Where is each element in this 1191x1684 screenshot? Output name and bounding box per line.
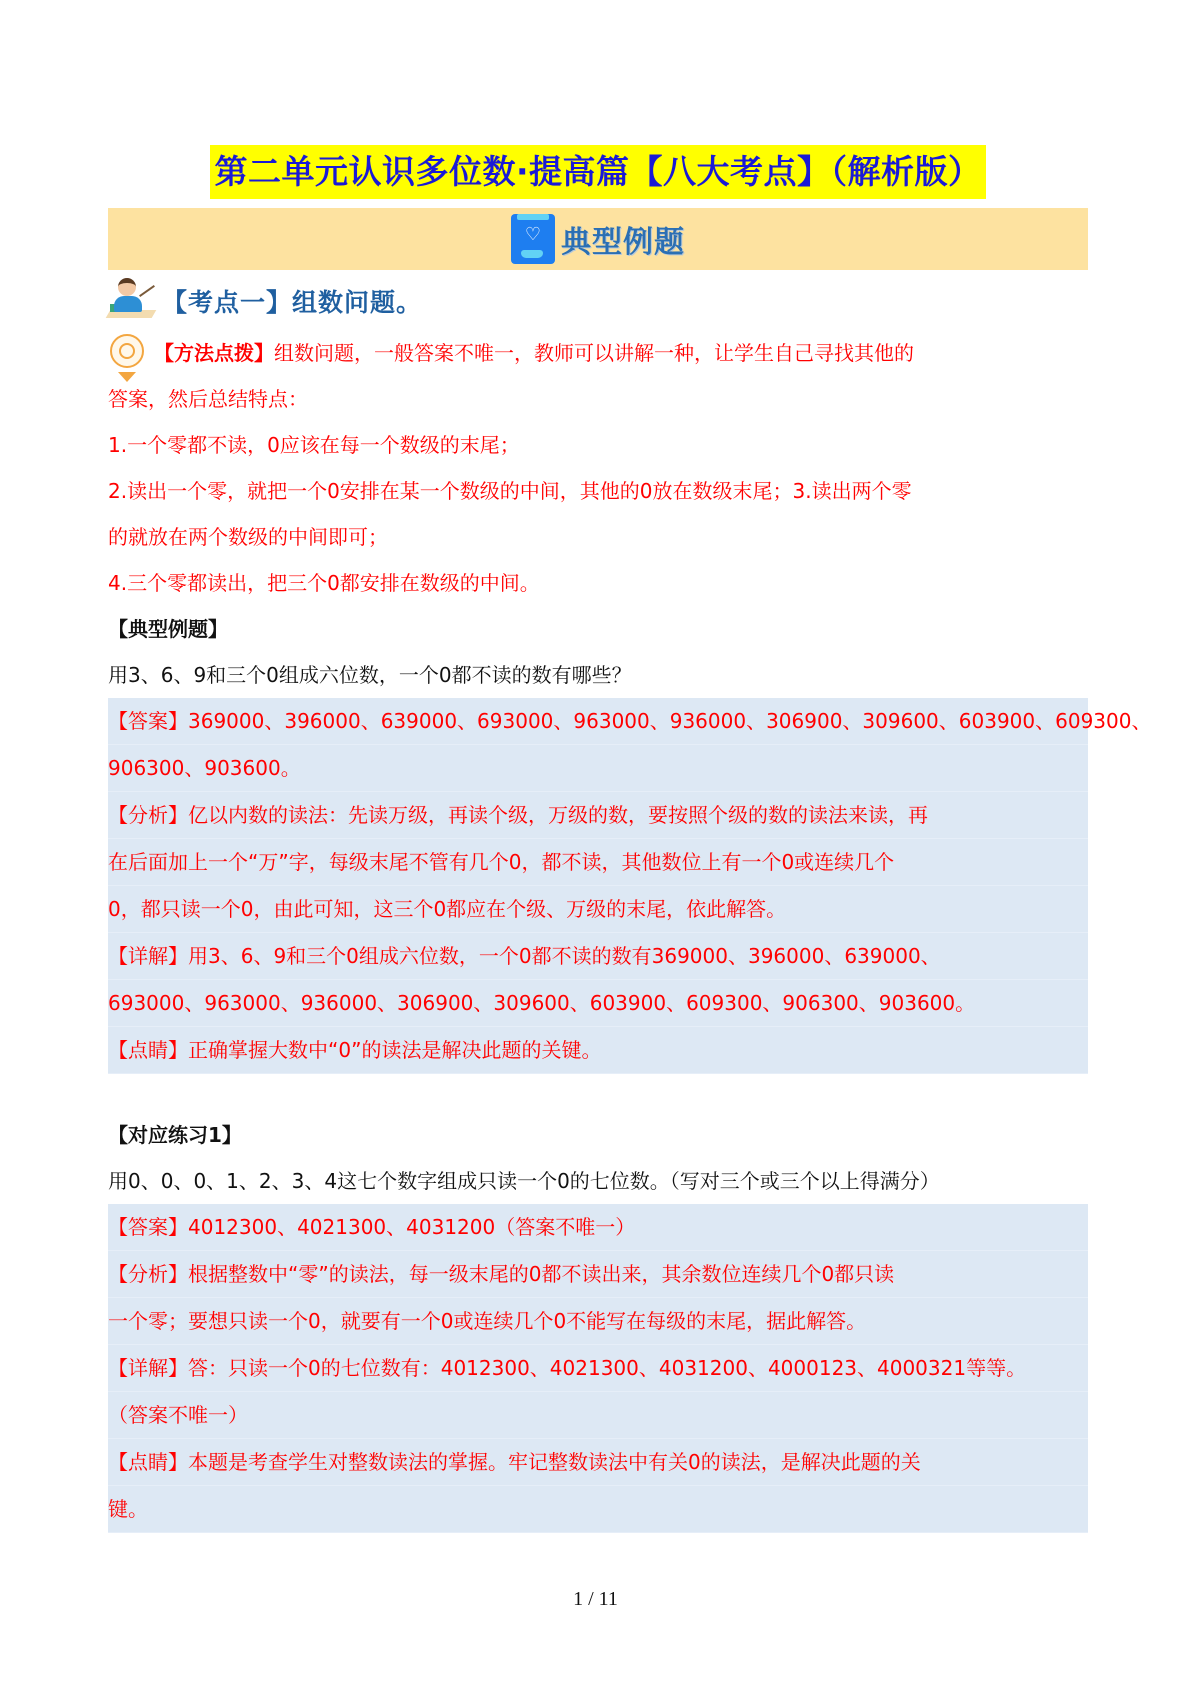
- solution-line: 【答案】4012300、4021300、4031200（答案不唯一）: [108, 1204, 1088, 1251]
- practice-question: 用0、0、0、1、2、3、4这七个数字组成只读一个0的七位数。（写对三个或三个以上得满分）: [108, 1169, 940, 1193]
- method-line: 4.三个零都读出，把三个0都安排在数级的中间。: [108, 571, 540, 595]
- solution-line: 在后面加上一个“万”字，每级末尾不管有几个0，都不读，其他数位上有一个0或连续几个: [108, 839, 1088, 886]
- practice-heading: 【对应练习1】: [108, 1123, 242, 1147]
- section-banner: [108, 208, 1088, 270]
- solution-line: 【点睛】本题是考查学生对整数读法的掌握。牢记整数读法中有关0的读法，是解决此题的关: [108, 1439, 1088, 1486]
- solution-line: 【点睛】正确掌握大数中“0”的读法是解决此题的关键。: [108, 1027, 1088, 1074]
- example-section: [108, 606, 1152, 1074]
- method-line: 答案，然后总结特点：: [108, 387, 308, 411]
- example-heading: 【典型例题】: [108, 617, 228, 641]
- example-solution-box: [108, 698, 1152, 1074]
- method-line: 2.读出一个零，就把一个0安排在某一个数级的中间，其他的0放在数级末尾；3.读出两个零: [108, 479, 912, 503]
- solution-line: 键。: [108, 1486, 1088, 1533]
- title-container: [108, 145, 1088, 199]
- solution-line: 【分析】亿以内数的读法：先读万级，再读个级，万级的数，要按照个级的数的读法来读，再: [108, 792, 1088, 839]
- solution-line: 【答案】369000、396000、639000、693000、963000、936000、306900、309600、603900、609300、: [108, 698, 1088, 745]
- page-indicator: 1 / 11: [573, 1588, 618, 1610]
- example-question: 用3、6、9和三个0组成六位数，一个0都不读的数有哪些？: [108, 663, 632, 687]
- solution-line: （答案不唯一）: [108, 1392, 1088, 1439]
- document-title: 第二单元认识多位数·提高篇【八大考点】（解析版）: [210, 145, 985, 199]
- heart-hand-clipboard-icon: ♡: [511, 214, 555, 264]
- solution-line: 0，都只读一个0，由此可知，这三个0都应在个级、万级的末尾，依此解答。: [108, 886, 1088, 933]
- method-tips: [108, 330, 1088, 606]
- solution-line: 【分析】根据整数中“零”的读法，每一级末尾的0都不读出来，其余数位连续几个0都只读: [108, 1251, 1088, 1298]
- method-line: 1.一个零都不读，0应该在每一个数级的末尾；: [108, 433, 520, 457]
- topic-heading: [108, 276, 422, 326]
- method-line: 的就放在两个数级的中间即可；: [108, 525, 388, 549]
- lightbulb-icon: [108, 334, 146, 388]
- solution-line: 693000、963000、936000、306900、309600、603900、609300、906300、903600。: [108, 980, 1088, 1027]
- section-banner-label: 典型例题: [561, 225, 685, 260]
- solution-line: 906300、903600。: [108, 745, 1088, 792]
- topic-label: 【考点一】组数问题。: [162, 288, 423, 317]
- solution-line: 一个零；要想只读一个0，就要有一个0或连续几个0不能写在每级的末尾，据此解答。: [108, 1298, 1088, 1345]
- practice-section: [108, 1112, 1088, 1533]
- practice-solution-box: [108, 1204, 1088, 1533]
- teacher-icon: [108, 276, 158, 326]
- solution-line: 【详解】答：只读一个0的七位数有：4012300、4021300、4031200、4000123、4000321等等。: [108, 1345, 1088, 1392]
- solution-line: 【详解】用3、6、9和三个0组成六位数，一个0都不读的数有369000、396000、639000、: [108, 933, 1088, 980]
- method-first-line: [108, 330, 1088, 376]
- method-text: 组数问题，一般答案不唯一，教师可以讲解一种，让学生自己寻找其他的: [274, 341, 914, 365]
- method-label: 【方法点拨】: [154, 341, 274, 365]
